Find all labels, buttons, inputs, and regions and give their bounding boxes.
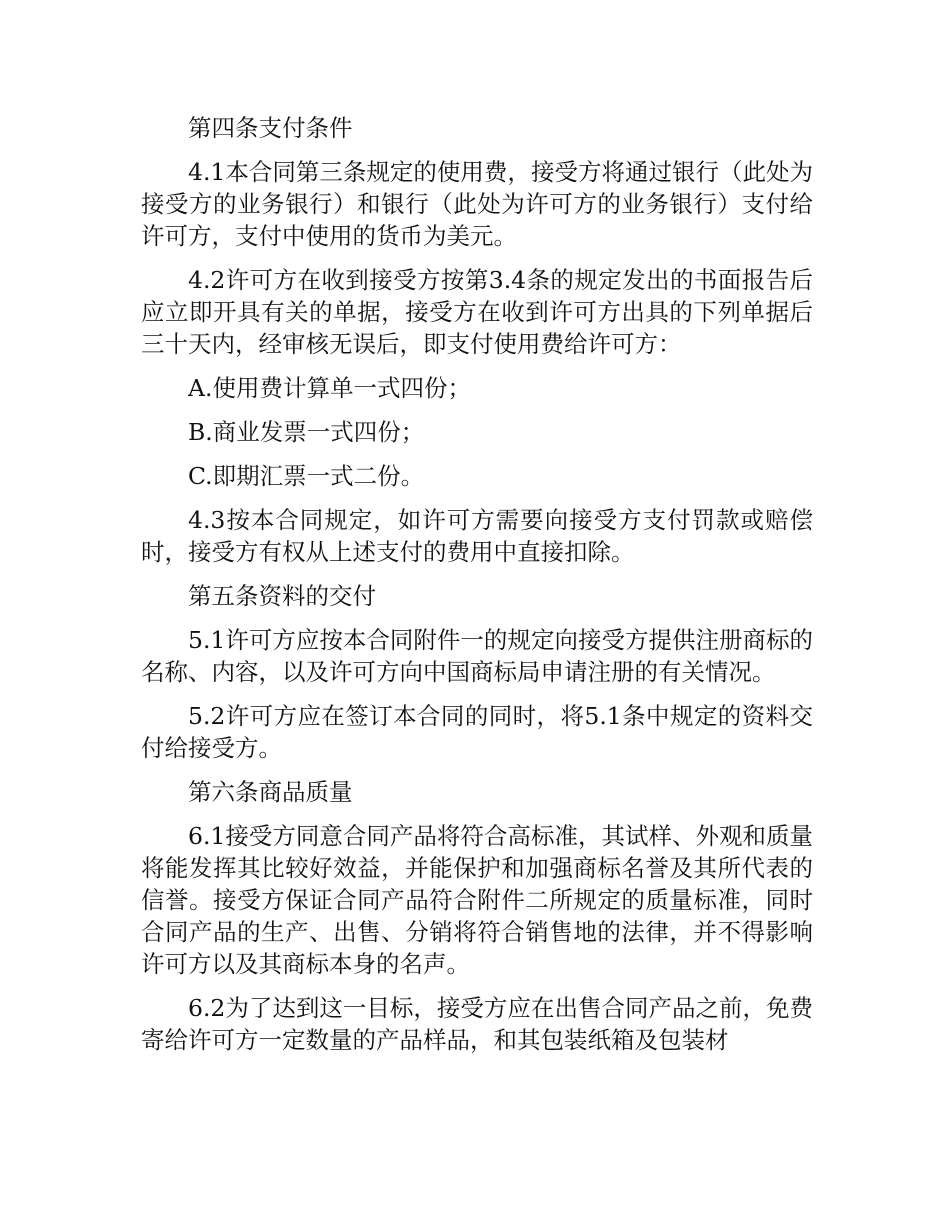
clause-5-1: 5.1许可方应按本合同附件一的规定向接受方提供注册商标的名称、内容，以及许可方向中国商标局申请注册的有关情况。 (141, 626, 813, 686)
clause-5-2: 5.2许可方应在签订本合同的同时，将5.1条中规定的资料交付给接受方。 (141, 702, 813, 762)
clause-4-2: 4.2许可方在收到接受方按第3.4条的规定发出的书面报告后应立即开具有关的单据，接受方在收到许可方出具的下列单据后三十天内，经审核无误后，即支付使用费给许可方： (141, 266, 813, 358)
clause-6-2: 6.2为了达到这一目标，接受方应在出售合同产品之前，免费寄给许可方一定数量的产品样品，和其包装纸箱及包装材 (141, 994, 813, 1054)
list-item-a: A.使用费计算单一式四份； (188, 374, 471, 402)
article-5-heading: 第五条资料的交付 (188, 582, 376, 610)
article-4-heading: 第四条支付条件 (188, 114, 353, 142)
article-6-heading: 第六条商品质量 (188, 778, 353, 806)
clause-4-1: 4.1本合同第三条规定的使用费，接受方将通过银行（此处为接受方的业务银行）和银行（此处为许可方的业务银行）支付给许可方，支付中使用的货币为美元。 (141, 158, 813, 250)
list-item-b: B.商业发票一式四份； (188, 418, 425, 446)
clause-6-1: 6.1接受方同意合同产品将符合高标准，其试样、外观和质量将能发挥其比较好效益，并能保护和加强商标名誉及其所代表的信誉。接受方保证合同产品符合附件二所规定的质量标准，同时合同产品的生产、出售、分销将符合销售地的法律，并不得影响许可方以及其商标本身的名声。 (141, 822, 813, 978)
document-body (141, 112, 813, 1068)
list-item-c: C.即期汇票一式二份。 (188, 462, 425, 490)
clause-4-3: 4.3按本合同规定，如许可方需要向接受方支付罚款或赔偿时，接受方有权从上述支付的费用中直接扣除。 (141, 506, 813, 566)
